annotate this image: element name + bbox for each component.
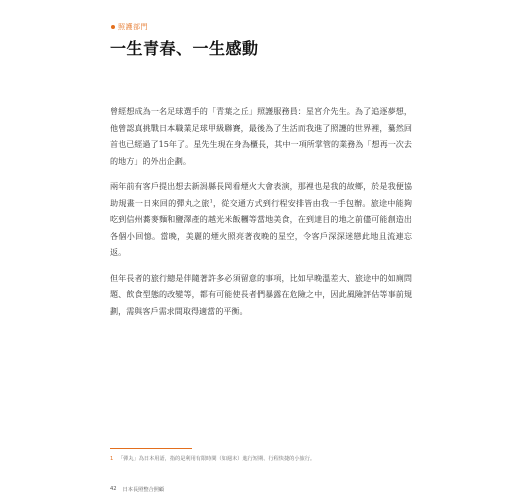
section-tag [111,22,148,32]
body-text [110,103,412,328]
paragraph-2-part-2: ，從交通方式到行程安排皆由我一手包辦。旅途中能夠吃到信州蕎麥麵和鹽澤產的越光米飯糰等當地美食，在到達目的地之前儘可能創造出各個小回憶。當晚，美麗的煙火照亮著夜晚的星空，令客戶深深迷戀此地且流連忘返。 [110,197,412,257]
page-number: 42 [110,486,117,492]
footnote-mark: 1 [110,456,114,462]
footnote-text: 「彈丸」為日本用語，指的是利用有限時間（如週末）進行短期、行程快捷的小旅行。 [117,456,316,462]
footnote [110,455,410,463]
footnote-divider [110,448,192,449]
footnote-reference: 1 [209,197,213,204]
paragraph-2 [110,178,412,261]
page-footer [110,486,164,493]
page-title: 一生青春、一生感動 [110,39,259,58]
bullet-dot-icon [111,25,115,29]
book-title: 日本長照整合照顧 [122,487,165,493]
section-label: 照護部門 [118,23,148,31]
paragraph-2-part-1: 兩年前有客戶提出想去新潟縣長岡看煙火大會表演，那裡也是我的故鄉，於是我便協助規畫一日來回的彈丸之旅 [110,181,412,208]
paragraph-1: 曾經想成為一名足球選手的「青葉之丘」照護服務員：星宮介先生。為了追逐夢想，他曾認真挑戰日本職業足球甲級聯賽，最後為了生活而我進了照護的世界裡，驀然回首也已經過了15年了。星先生現在身為櫃長，其中一項所掌管的業務為「想再一次去的地方」的外出企劃。 [110,106,412,166]
paragraph-3: 但年長者的旅行總是伴隨著許多必須留意的事項，比如早晚溫差大、旅途中的如廁問題、飲食型態的改變等，都有可能使長者們暴露在危險之中，因此風險評估等事前規劃，需與客戶需求間取得適當的平衡。 [110,272,412,316]
